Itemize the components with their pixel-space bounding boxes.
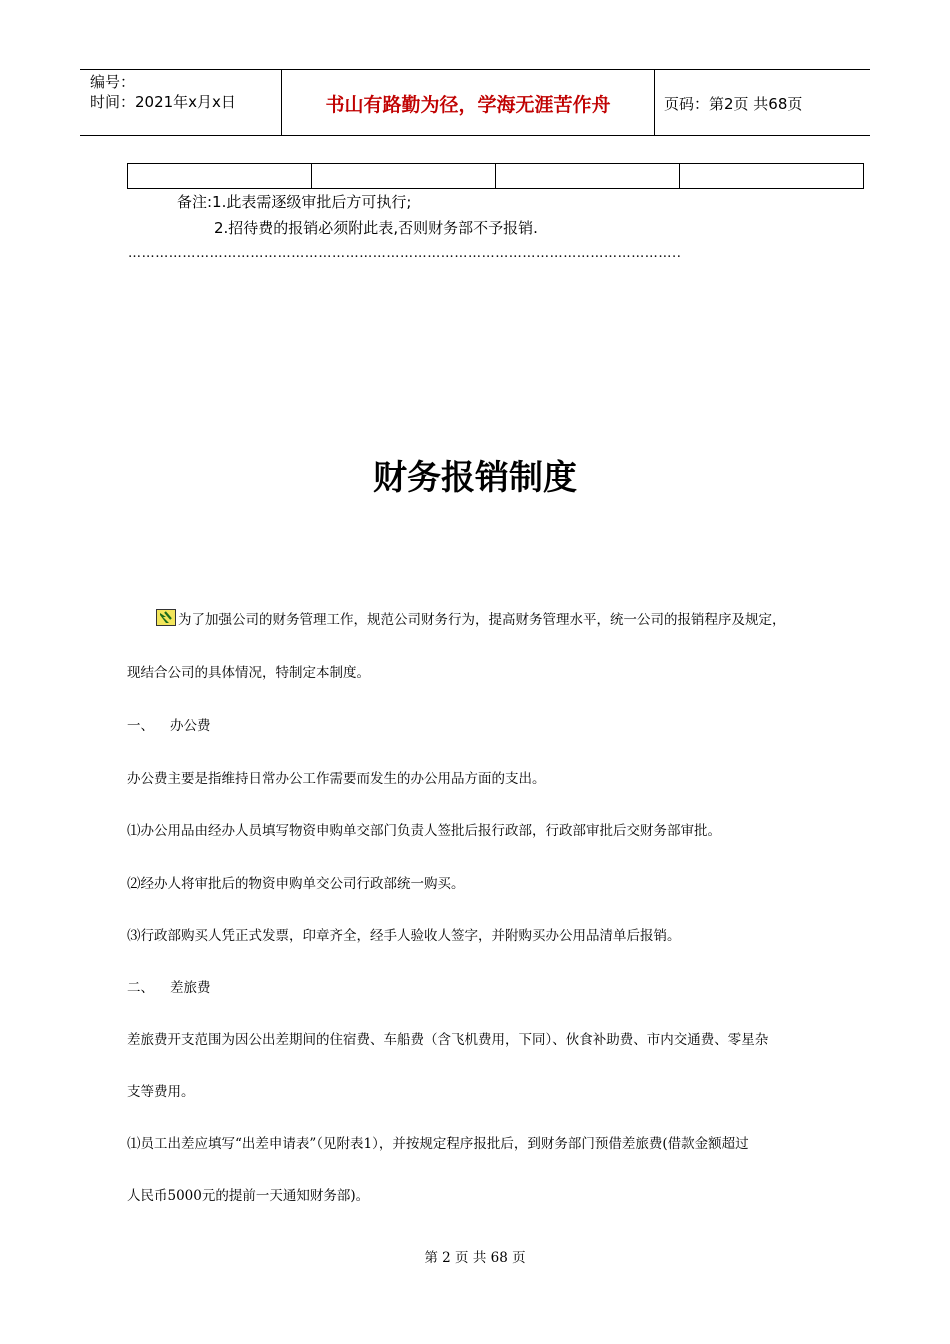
list-item: ⑴办公用品由经办人员填写物资申购单交部门负责人签批后报行政部，行政部审批后交财务部审批。 [127,823,721,839]
table-cell [680,164,863,188]
header-meta [90,70,275,136]
serial-label: 编号： [90,73,136,91]
section-heading-travel [127,978,211,998]
header-motto [282,70,654,136]
section-heading-office [127,716,211,736]
section-number: 二、 [127,980,154,996]
section-body-line-2: 支等费用。 [127,1084,195,1100]
page-footer: 第 2 页 共 68 页 [424,1250,526,1266]
table-cell [128,164,312,188]
list-item-line-2: 人民币5000元的提前一天通知财务部)。 [127,1188,370,1204]
intro-line-2: 现结合公司的具体情况，特制定本制度。 [127,665,370,681]
approval-table-row [127,163,864,189]
table-cell [312,164,496,188]
list-item: ⑶行政部购买人凭正式发票，印章齐全，经手人验收人签字，并附购买办公用品清单后报销。 [127,928,681,944]
section-body: 办公费主要是指维持日常办公工作需要而发生的办公用品方面的支出。 [127,771,546,787]
header-page-info [664,70,864,136]
intro-line-1: 为了加强公司的财务管理工作，规范公司财务行为，提高财务管理水平，统一公司的报销程序及规定， [178,612,786,628]
section-title: 办公费 [170,718,211,734]
motto-text: 书山有路勤为径，学海无涯苦作舟 [325,93,611,116]
document-arrow-icon [156,609,176,626]
list-item: ⑵经办人将审批后的物资申购单交公司行政部统一购买。 [127,876,465,892]
note-line-1: 备注:1.此表需逐级审批后方可执行; [177,193,412,211]
header-divider-right [654,70,655,136]
list-item-line-1: ⑴员工出差应填写“出差申请表”（见附表1），并按规定程序报批后，到财务部门预借差旅费(借款金额超过 [127,1136,749,1152]
section-body-line-1: 差旅费开支范围为因公出差期间的住宿费、车船费（含飞机费用，下同）、伙食补助费、市内交通费、零星杂 [127,1032,769,1048]
dotted-separator: ………………………………………………………………………………………………………….. [128,246,682,261]
section-number: 一、 [127,718,154,734]
page-info-text: 页码：第2页 共68页 [664,94,803,113]
time-label: 时间：2021年x月x日 [90,93,236,111]
note-line-2: 2.招待费的报销必须附此表,否则财务部不予报销. [214,219,538,237]
section-title: 差旅费 [170,980,211,996]
table-cell [496,164,680,188]
page-title: 财务报销制度 [373,458,577,498]
